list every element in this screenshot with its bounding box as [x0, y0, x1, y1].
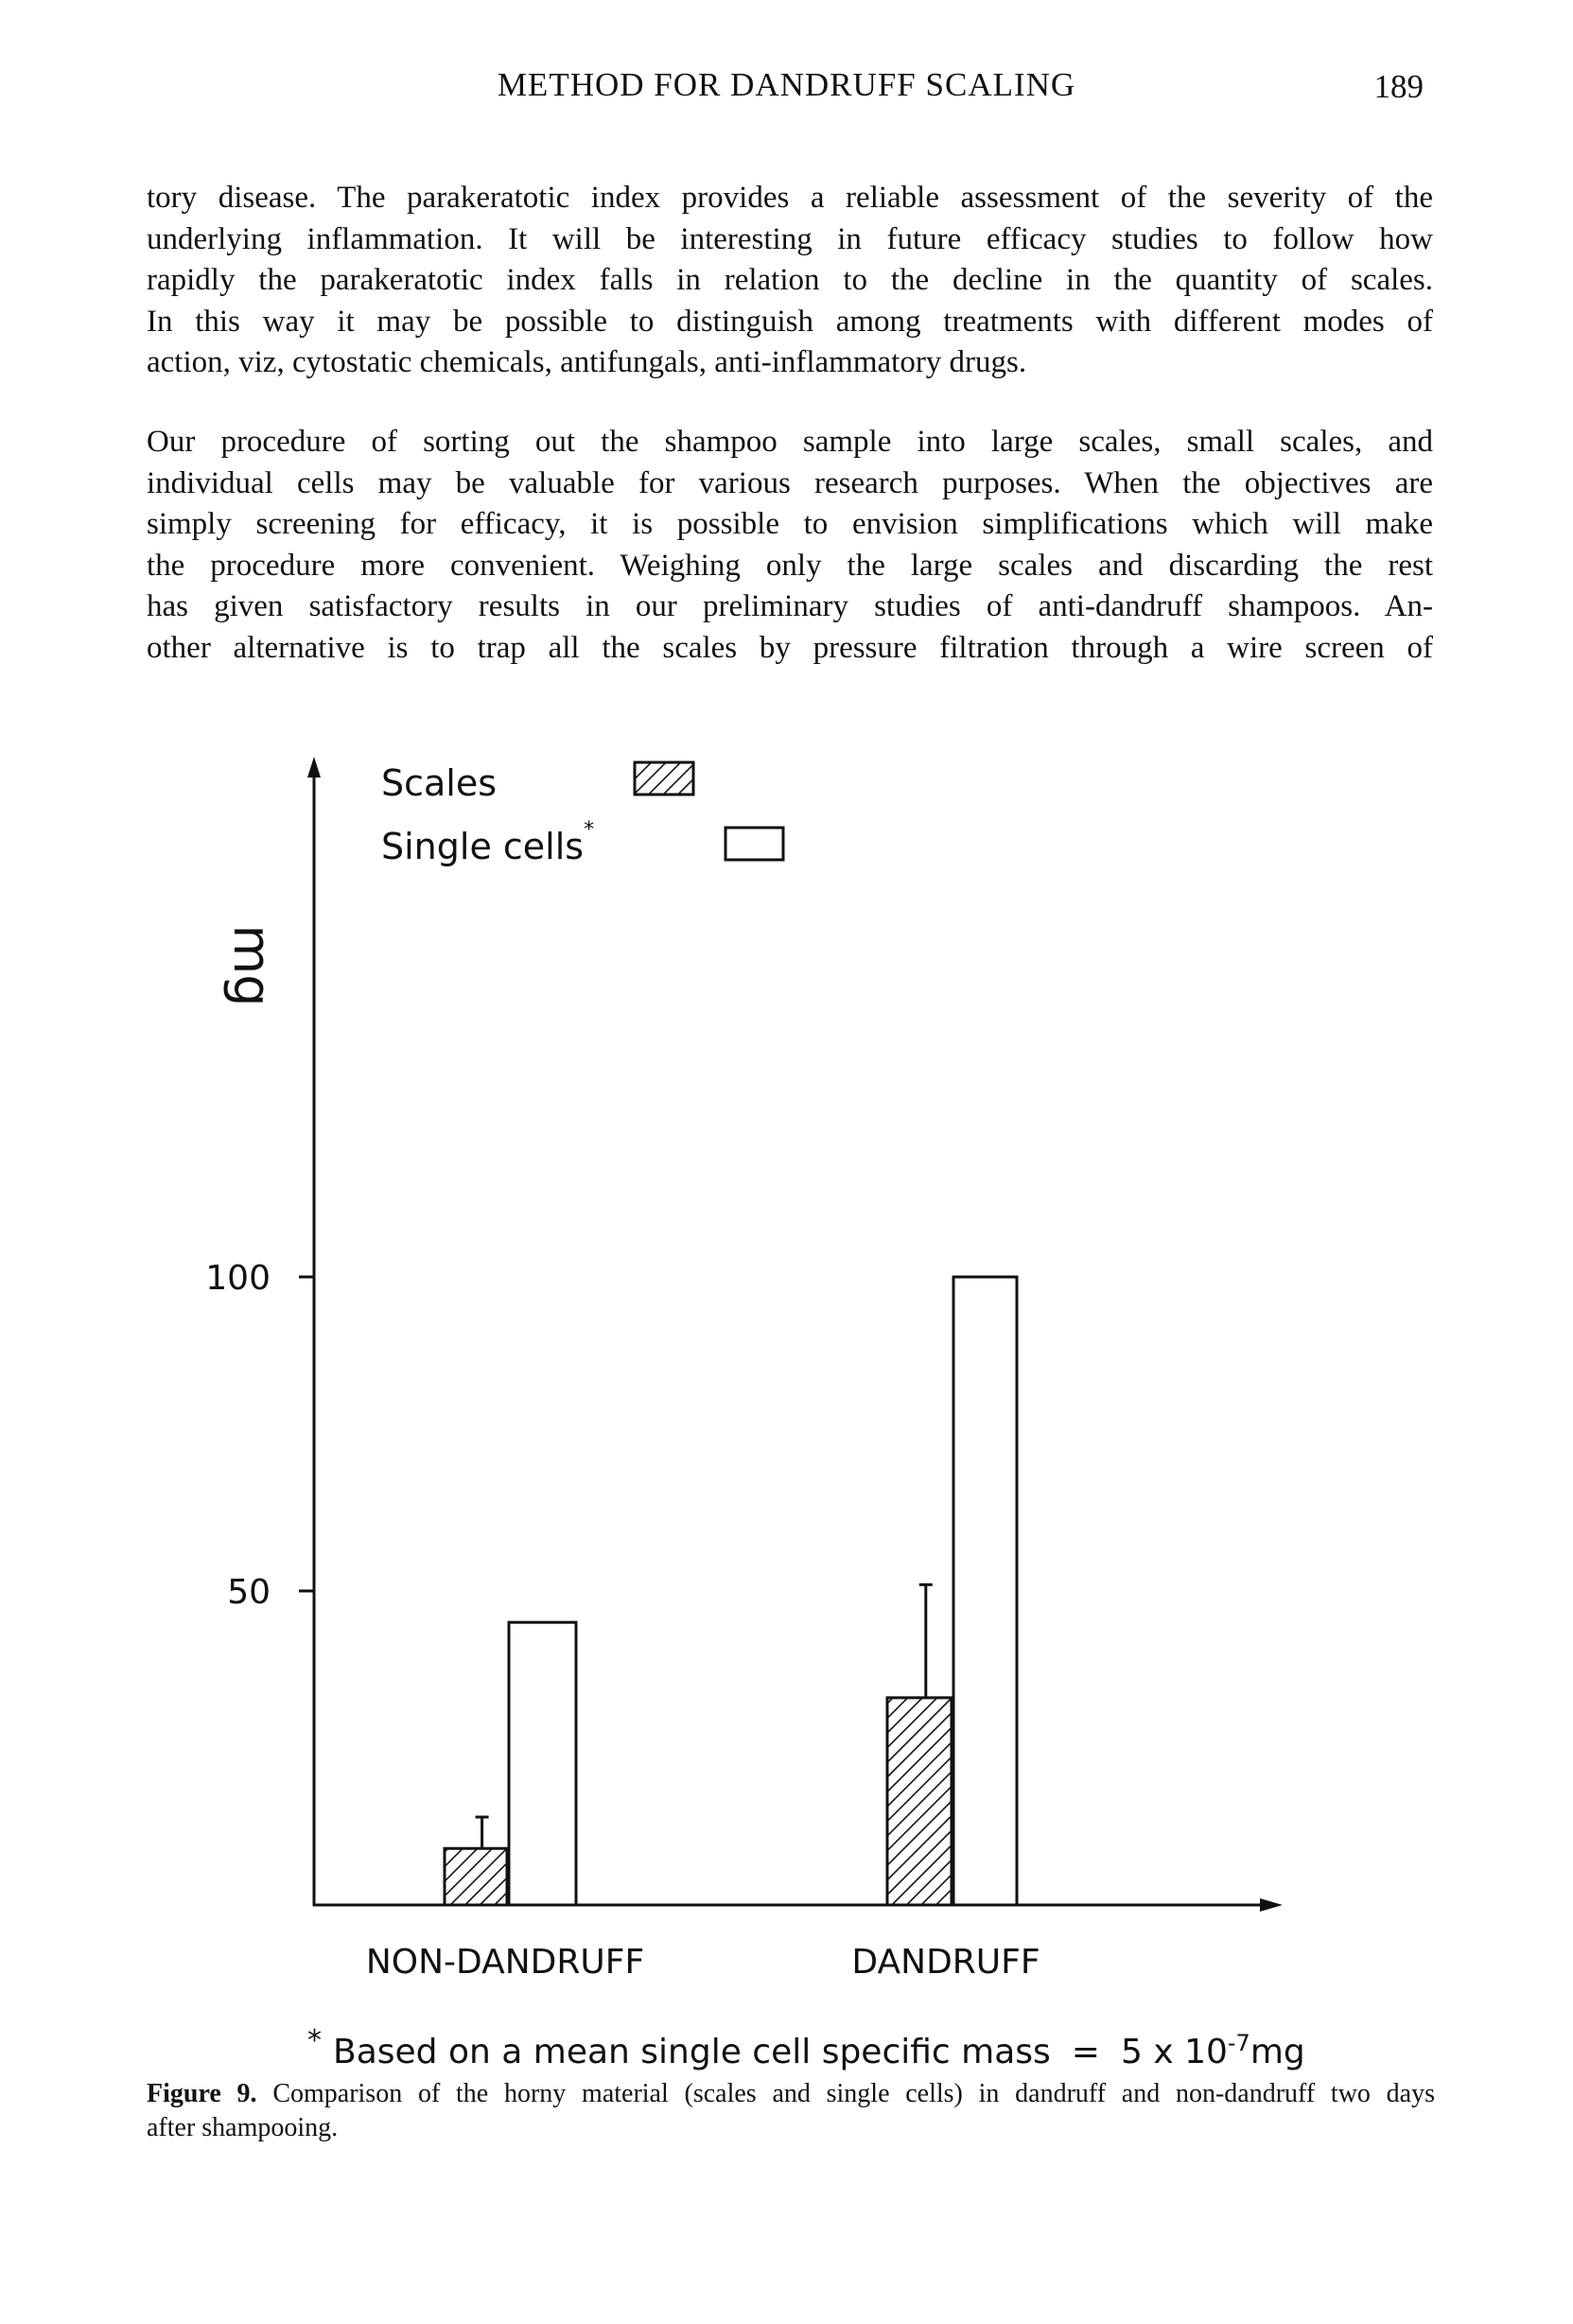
legend-swatch-scales: [635, 762, 693, 795]
footnote-value: 5 x 10: [1120, 2033, 1228, 2071]
bar-scales-dandruff: [887, 1698, 952, 1905]
legend: [381, 762, 783, 867]
error-bar-scales-dandruff: [919, 1584, 933, 1698]
footnote-marker: *: [307, 2024, 322, 2057]
paragraph-line: the procedure more convenient. Weighing only the large scales and discarding the rest: [147, 548, 1433, 583]
paragraph-line: other alternative is to trap all the scales by pressure filtration through a wire screen of: [147, 630, 1433, 665]
y-tick-label-100: 100: [205, 1259, 271, 1298]
running-head-title: METHOD FOR DANDRUFF SCALING: [497, 66, 1076, 103]
legend-label-single-cells: [381, 818, 594, 867]
y-tick-label-50: 50: [227, 1573, 271, 1612]
caption-label: Figure 9.: [147, 2079, 257, 2108]
category-label-dandruff: DANDRUFF: [851, 1943, 1040, 1982]
bar-single-cells-non-dandruff: [509, 1622, 576, 1905]
footnote-text: Based on a mean single cell specific mass: [333, 2033, 1051, 2071]
legend-asterisk: *: [584, 818, 595, 842]
paragraph-line: has given satisfactory results in our preliminary studies of anti-dandruff shampoos. An-: [147, 589, 1433, 623]
paragraph-line: Our procedure of sorting out the shampoo sample into large scales, small scales, and: [147, 425, 1433, 459]
footnote-equals: =: [1071, 2033, 1100, 2071]
legend-swatch-single-cells: [725, 828, 783, 860]
legend-label-scales: Scales: [381, 762, 498, 804]
x-axis-arrow-icon: [1260, 1898, 1283, 1912]
footnote-unit: mg: [1250, 2033, 1305, 2071]
paragraph-line: individual cells may be valuable for various research purposes. When the objectives are: [147, 465, 1433, 500]
figure-footnote: [307, 2024, 1305, 2071]
figure-caption: [147, 2077, 1435, 2145]
error-bar-scales-non-dandruff: [476, 1817, 489, 1848]
paragraph-line: action, viz, cytostatic chemicals, antifungals, anti-inflammatory drugs.: [147, 345, 1027, 379]
category-label-non-dandruff: NON-DANDRUFF: [365, 1943, 645, 1982]
paragraph-line: In this way it may be possible to distinguish among treatments with different modes of: [147, 304, 1433, 339]
paragraph-line: simply screening for efficacy, it is possible to envision simplifications which will make: [147, 507, 1433, 541]
footnote-exponent: -7: [1227, 2030, 1250, 2056]
bar-scales-non-dandruff: [445, 1848, 507, 1905]
bar-single-cells-dandruff: [953, 1277, 1017, 1905]
page-number: 189: [1373, 68, 1424, 105]
y-axis-arrow-icon: [307, 757, 321, 778]
caption-text-continued: after shampooing.: [147, 2113, 339, 2142]
paragraph-line: underlying inflammation. It will be interesting in future efficacy studies to follow how: [147, 221, 1433, 256]
paragraph-line: tory disease. The parakeratotic index provides a reliable assessment of the severity of the: [147, 181, 1433, 215]
legend-label-single-cells-text: Single cells: [381, 826, 585, 867]
caption-text: Comparison of the horny material (scales and single cells) in dandruff and non-dandruff two days: [272, 2079, 1436, 2108]
y-axis-label: mg: [222, 924, 282, 1007]
paragraph-line: rapidly the parakeratotic index falls in relation to the decline in the quantity of scales.: [147, 263, 1433, 297]
